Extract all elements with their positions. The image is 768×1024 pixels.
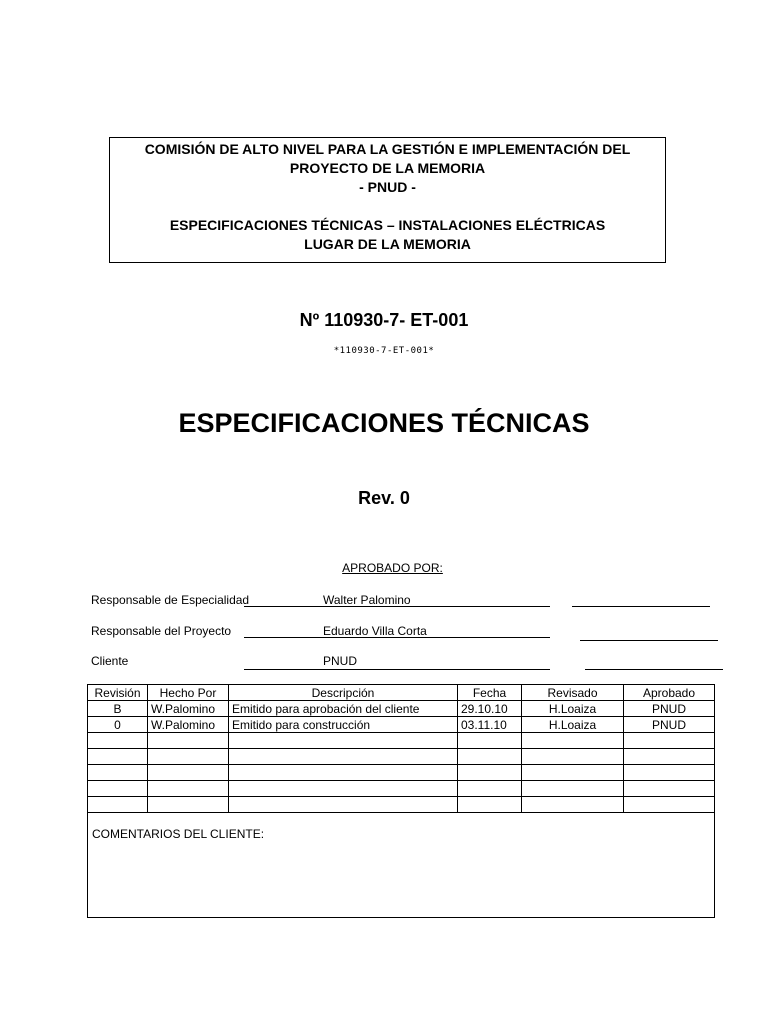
signature-label-project: Responsable del Proyecto xyxy=(91,624,232,638)
table-row xyxy=(88,717,715,733)
table-cell: Emitido para aprobación del cliente xyxy=(229,701,458,717)
table-cell: H.Loaiza xyxy=(522,717,624,733)
document-number: Nº 110930-7- ET-001 xyxy=(299,310,469,330)
column-header: Fecha xyxy=(458,685,522,701)
column-header: Descripción xyxy=(229,685,458,701)
revision-label: Rev. 0 xyxy=(358,488,410,508)
column-header: Revisión xyxy=(88,685,148,701)
approved-by-heading: APROBADO POR: xyxy=(342,561,443,575)
header-line-4: ESPECIFICACIONES TÉCNICAS – INSTALACIONES ELÉCTRICAS xyxy=(169,217,606,233)
signature-line xyxy=(580,640,718,641)
header-line-2: PROYECTO DE LA MEMORIA xyxy=(289,160,486,176)
header-line-1: COMISIÓN DE ALTO NIVEL PARA LA GESTIÓN E IMPLEMENTACIÓN DEL xyxy=(144,141,631,157)
comments-row xyxy=(88,813,715,918)
signature-name-specialty: Walter Palomino xyxy=(323,593,411,607)
table-cell: B xyxy=(88,701,148,717)
column-header: Revisado xyxy=(522,685,624,701)
table-row-empty xyxy=(88,733,715,749)
table-cell: H.Loaiza xyxy=(522,701,624,717)
column-header: Aprobado xyxy=(624,685,715,701)
table-cell: W.Palomino xyxy=(148,701,229,717)
signature-name-project: Eduardo Villa Corta xyxy=(323,624,427,638)
client-comments-label: COMENTARIOS DEL CLIENTE: xyxy=(92,827,265,841)
barcode-text: *110930-7-ET-001* xyxy=(333,346,435,356)
table-row-empty xyxy=(88,749,715,765)
client-comments-box xyxy=(88,813,715,918)
table-cell: 0 xyxy=(88,717,148,733)
table-cell: 29.10.10 xyxy=(458,701,522,717)
header-line-3: - PNUD - xyxy=(359,179,416,195)
table-row xyxy=(88,701,715,717)
header-box xyxy=(109,137,666,263)
signature-line xyxy=(244,669,550,670)
signature-label-client: Cliente xyxy=(91,654,129,668)
table-cell: W.Palomino xyxy=(148,717,229,733)
revision-table xyxy=(87,684,715,918)
column-header: Hecho Por xyxy=(148,685,229,701)
signature-label-specialty: Responsable de Especialidad xyxy=(91,593,250,607)
table-cell: 03.11.10 xyxy=(458,717,522,733)
table-cell: PNUD xyxy=(624,701,715,717)
signature-line xyxy=(585,669,723,670)
signature-line xyxy=(572,606,710,607)
table-cell: Emitido para construcción xyxy=(229,717,458,733)
table-row-empty xyxy=(88,797,715,813)
table-header-row xyxy=(88,685,715,701)
table-row-empty xyxy=(88,765,715,781)
table-cell: PNUD xyxy=(624,717,715,733)
table-row-empty xyxy=(88,781,715,797)
signature-name-client: PNUD xyxy=(323,654,358,668)
header-line-5: LUGAR DE LA MEMORIA xyxy=(304,236,471,252)
page-title: ESPECIFICACIONES TÉCNICAS xyxy=(178,408,590,438)
